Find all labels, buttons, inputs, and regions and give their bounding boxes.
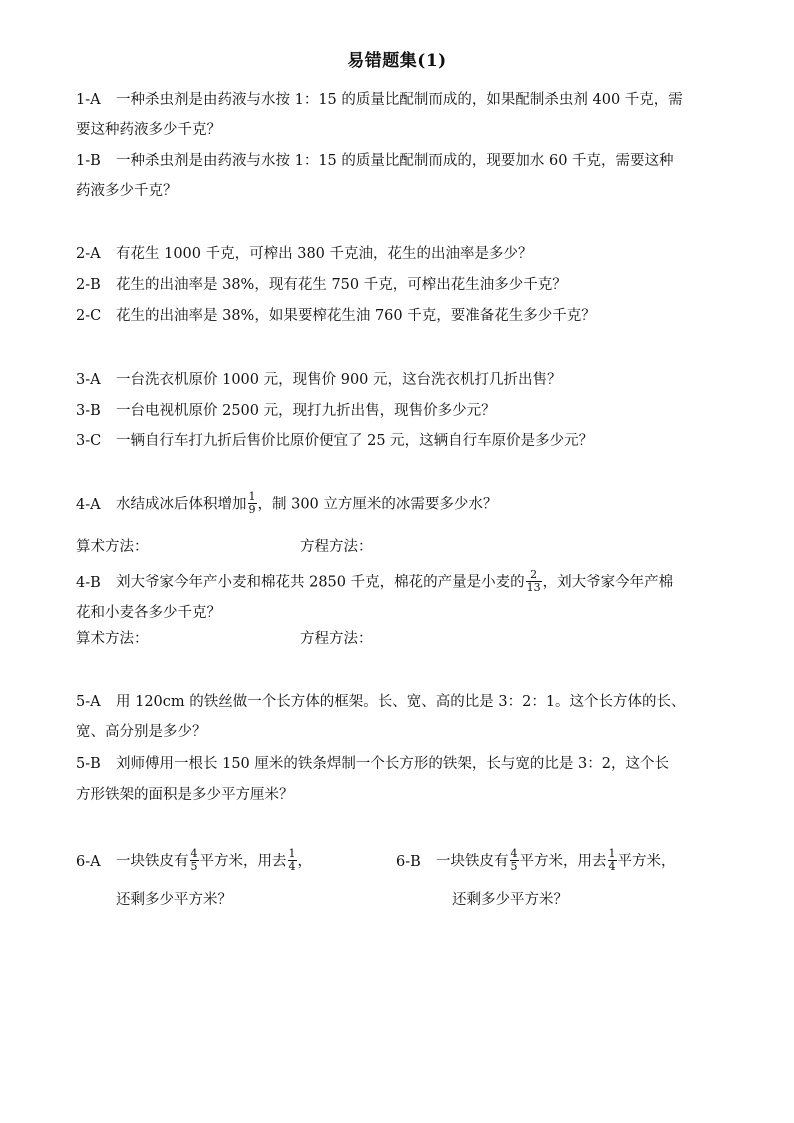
problem-text-post: ， (297, 853, 312, 870)
problem-text: 一辆自行车打九折后售价比原价便宜了 25 元，这辆自行车原价是多少元？ (116, 433, 594, 449)
method-row-4b (76, 627, 373, 648)
problem-2b (76, 273, 567, 294)
problem-id: 4-A (76, 496, 101, 513)
problem-6a-line1 (76, 849, 312, 874)
problem-3c (76, 429, 593, 450)
problem-id: 2-C (76, 308, 102, 324)
problem-text: 用 120cm 的铁丝做一个长方体的框架。长、宽、高的比是 3：2：1。这个长方体的长、 (116, 694, 686, 710)
problem-1a-line2: 要这种药液多少千克？ (76, 122, 221, 138)
problem-id: 2-B (76, 277, 101, 293)
problem-id: 1-A (76, 92, 101, 108)
fraction (526, 569, 542, 594)
fraction-numerator: 1 (288, 847, 296, 860)
problem-text: 花生的出油率是 38%，如果要榨花生油 760 千克，要准备花生多少千克？ (116, 308, 596, 324)
problem-id: 6-A (76, 853, 101, 870)
problem-text-post: ，刘大爷家今年产棉 (542, 574, 674, 591)
problem-5b-line1 (76, 752, 669, 773)
fraction-numerator: 1 (248, 490, 256, 503)
fraction (248, 491, 257, 516)
problem-id: 5-A (76, 694, 101, 710)
problem-text-pre: 一块铁皮有 (116, 853, 189, 870)
problem-id: 6-B (396, 853, 421, 870)
fraction (608, 848, 617, 873)
fraction-numerator: 1 (608, 847, 616, 860)
method-row-4a (76, 535, 373, 556)
problem-text: 一种杀虫剂是由药液与水按 1：15 的质量比配制而成的，现要加水 60 千克，需要这种 (116, 153, 674, 169)
problem-3b (76, 399, 496, 420)
problem-5b-line2: 方形铁架的面积是多少平方厘米？ (76, 787, 294, 803)
problem-text: 一台电视机原价 2500 元，现打九折出售，现售价多少元？ (116, 403, 496, 419)
fraction-denominator: 4 (608, 860, 616, 873)
problem-text-post: 平方米， (617, 853, 676, 870)
fraction-denominator: 5 (510, 860, 518, 873)
problem-text-mid: 平方米，用去 (519, 853, 607, 870)
problem-text-mid: 平方米，用去 (199, 853, 287, 870)
problem-1b-line2: 药液多少千克？ (76, 183, 178, 199)
problem-4b-line2: 花和小麦各多少千克？ (76, 605, 221, 621)
problem-6b-line2: 还剩多少平方米？ (452, 892, 568, 908)
fraction-numerator: 2 (530, 568, 538, 581)
arith-method-label: 算术方法： (76, 539, 149, 555)
problem-text: 一种杀虫剂是由药液与水按 1：15 的质量比配制而成的，如果配制杀虫剂 400 千克，需 (116, 92, 683, 108)
problem-text: 一台洗衣机原价 1000 元，现售价 900 元，这台洗衣机打几折出售？ (116, 372, 562, 388)
fraction-denominator: 9 (248, 503, 256, 516)
problem-id: 5-B (76, 756, 101, 772)
problem-id: 1-B (76, 153, 101, 169)
problem-text: 刘师傅用一根长 150 厘米的铁条焊制一个长方形的铁架，长与宽的比是 3：2，这个长 (116, 756, 669, 772)
fraction (190, 848, 199, 873)
problem-id: 3-B (76, 403, 101, 419)
problem-2c (76, 304, 596, 325)
problem-5a-line1 (76, 690, 686, 711)
problem-id: 3-A (76, 372, 101, 388)
problem-text-post: ，制 300 立方厘米的冰需要多少水？ (257, 496, 498, 513)
problem-text: 花生的出油率是 38%，现有花生 750 千克，可榨出花生油多少千克？ (116, 277, 567, 293)
fraction-denominator: 13 (526, 581, 541, 594)
fraction (510, 848, 519, 873)
fraction (288, 848, 297, 873)
problem-text-pre: 一块铁皮有 (436, 853, 509, 870)
problem-text-pre: 水结成冰后体积增加 (116, 496, 247, 513)
problem-2a (76, 242, 533, 263)
problem-text-pre: 刘大爷家今年产小麦和棉花共 2850 千克，棉花的产量是小麦的 (116, 574, 525, 591)
problem-1b-line1 (76, 149, 674, 170)
problem-3a (76, 368, 562, 389)
problem-id: 2-A (76, 246, 101, 262)
fraction-numerator: 4 (510, 847, 518, 860)
problem-4a (76, 492, 497, 517)
fraction-denominator: 5 (190, 860, 198, 873)
equation-method-label: 方程方法： (300, 631, 373, 647)
fraction-numerator: 4 (190, 847, 198, 860)
problem-text: 有花生 1000 千克，可榨出 380 千克油，花生的出油率是多少？ (116, 246, 533, 262)
problem-1a-line1 (76, 88, 683, 109)
fraction-denominator: 4 (288, 860, 296, 873)
problem-id: 3-C (76, 433, 102, 449)
problem-5a-line2: 宽、高分别是多少？ (76, 724, 207, 740)
problem-6a-line2: 还剩多少平方米？ (116, 892, 232, 908)
problem-id: 4-B (76, 574, 101, 591)
page-title: 易错题集(1) (347, 51, 447, 71)
equation-method-label: 方程方法： (300, 539, 373, 555)
problem-6b-line1 (396, 849, 676, 874)
problem-4b-line1 (76, 570, 673, 595)
arith-method-label: 算术方法： (76, 631, 149, 647)
